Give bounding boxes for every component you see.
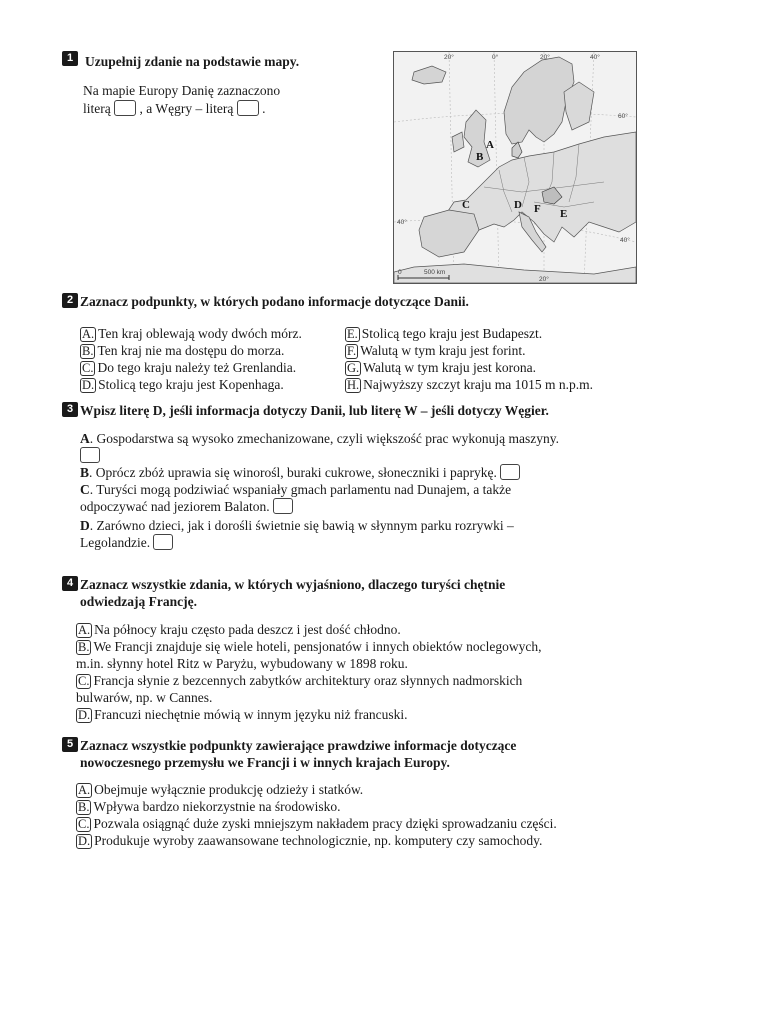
option-text: Produkuje wyroby zaawansowane technologicznie, np. komputery czy samochody. bbox=[94, 833, 543, 848]
europe-map-svg bbox=[394, 52, 636, 283]
option-text: Ten kraj oblewają wody dwóch mórz. bbox=[98, 326, 302, 341]
option-text: Stolicą tego kraju jest Kopenhaga. bbox=[98, 377, 284, 392]
answer-box-denmark[interactable] bbox=[114, 100, 136, 116]
map-letter-d: D bbox=[514, 199, 522, 211]
answer-box-3a[interactable] bbox=[80, 447, 100, 463]
question-1-text-part: . bbox=[262, 101, 266, 116]
option-text: Francja słynie z bezcennych zabytków architektury oraz słynnych nadmorskich bbox=[93, 673, 523, 688]
answer-box-3a-wrap bbox=[80, 447, 100, 465]
map-letter-c: C bbox=[462, 199, 470, 211]
answer-box-3b[interactable] bbox=[500, 464, 520, 480]
question-5-title: Zaznacz wszystkie podpunkty zawierające prawdziwe informacje dotyczące bbox=[80, 738, 517, 753]
option-text: We Francji znajduje się wiele hoteli, pensjonatów i innych obiektów noclegowych, bbox=[93, 639, 542, 654]
answer-box-hungary[interactable] bbox=[237, 100, 259, 116]
statement-3d bbox=[80, 517, 514, 534]
option-4c-cont: bulwarów, np. w Cannes. bbox=[76, 690, 213, 705]
map-degree-label: 60° bbox=[618, 113, 628, 120]
question-number-badge: 3 bbox=[62, 402, 78, 417]
option-text: Walutą w tym kraju jest forint. bbox=[360, 343, 526, 358]
map-scale-start: 0 bbox=[398, 269, 402, 276]
option-4b[interactable] bbox=[76, 638, 542, 655]
map-degree-label: 20° bbox=[539, 276, 549, 283]
option-letter: A. bbox=[78, 783, 91, 797]
question-2-title: Zaznacz podpunkty, w których podano informacje dotyczące Danii. bbox=[80, 294, 469, 309]
question-3-title: Wpisz literę D, jeśli informacja dotyczy Danii, lub literę W – jeśli dotyczy Węgier. bbox=[80, 403, 549, 418]
question-number-badge: 5 bbox=[62, 737, 78, 752]
question-number-badge: 1 bbox=[62, 51, 78, 66]
statement-3a bbox=[80, 430, 559, 447]
option-text: Obejmuje wyłącznie produkcję odzieży i statków. bbox=[94, 782, 364, 797]
map-degree-label: 40° bbox=[397, 219, 407, 226]
option-5b[interactable] bbox=[76, 798, 341, 815]
option-text: Walutą w tym kraju jest korona. bbox=[363, 360, 537, 375]
question-1-text-part: , a Węgry – literą bbox=[139, 101, 234, 116]
question-1-title: Uzupełnij zdanie na podstawie mapy. bbox=[85, 54, 300, 69]
option-2g[interactable] bbox=[345, 359, 536, 376]
statement-text: odpoczywać nad jeziorem Balaton. bbox=[80, 499, 270, 514]
map-degree-label: 20° bbox=[444, 54, 454, 61]
option-letter: A. bbox=[78, 623, 91, 637]
option-letter: G. bbox=[347, 361, 360, 375]
statement-letter: A bbox=[80, 431, 90, 446]
map-letter-f: F bbox=[534, 203, 541, 215]
map-letter-b: B bbox=[476, 151, 484, 163]
question-4-title: Zaznacz wszystkie zdania, w których wyjaśniono, dlaczego turyści chętnie bbox=[80, 577, 506, 592]
option-letter: C. bbox=[82, 361, 94, 375]
option-letter: B. bbox=[78, 640, 90, 654]
question-number-badge: 2 bbox=[62, 293, 78, 308]
option-4d[interactable] bbox=[76, 706, 408, 723]
statement-3b bbox=[80, 464, 520, 481]
option-letter: B. bbox=[78, 800, 90, 814]
option-text: Wpływa bardzo niekorzystnie na środowisko. bbox=[93, 799, 341, 814]
option-letter: A. bbox=[82, 327, 95, 341]
question-1-text-line2 bbox=[83, 100, 265, 117]
map-letter-a: A bbox=[486, 139, 494, 151]
option-letter: D. bbox=[78, 708, 91, 722]
option-text: Na północy kraju często pada deszcz i jest dość chłodno. bbox=[94, 622, 401, 637]
option-2f[interactable] bbox=[345, 342, 525, 359]
option-text: Stolicą tego kraju jest Budapeszt. bbox=[361, 326, 543, 341]
option-letter: E. bbox=[347, 327, 358, 341]
option-5d[interactable] bbox=[76, 832, 542, 849]
option-letter: B. bbox=[82, 344, 94, 358]
option-letter: D. bbox=[82, 378, 95, 392]
statement-text: . Zarówno dzieci, jak i dorośli świetnie się bawią w słynnym parku rozrywki – bbox=[89, 518, 514, 533]
option-5c[interactable] bbox=[76, 815, 557, 832]
option-4c[interactable] bbox=[76, 672, 522, 689]
statement-text: . Turyści mogą podziwiać wspaniały gmach parlamentu nad Dunajem, a także bbox=[89, 482, 512, 497]
question-1-text-part: literą bbox=[83, 101, 111, 116]
option-2a[interactable] bbox=[80, 325, 302, 342]
option-2e[interactable] bbox=[345, 325, 542, 342]
statement-3d-cont bbox=[80, 534, 173, 551]
option-2h[interactable] bbox=[345, 376, 593, 393]
question-4-title-cont: odwiedzają Francję. bbox=[80, 594, 197, 609]
map-degree-label: 20° bbox=[540, 54, 550, 61]
statement-letter: B bbox=[80, 465, 90, 480]
statement-text: Legolandzie. bbox=[80, 535, 151, 550]
statement-3c-cont bbox=[80, 498, 293, 515]
option-letter: C. bbox=[78, 817, 90, 831]
statement-letter: D bbox=[80, 518, 90, 533]
statement-3c bbox=[80, 481, 511, 498]
option-4a[interactable] bbox=[76, 621, 401, 638]
map-degree-label: 40° bbox=[620, 237, 630, 244]
option-letter: C. bbox=[78, 674, 90, 688]
option-text: Najwyższy szczyt kraju ma 1015 m n.p.m. bbox=[363, 377, 593, 392]
option-2b[interactable] bbox=[80, 342, 284, 359]
question-number-badge: 4 bbox=[62, 576, 78, 591]
option-text: Francuzi niechętnie mówią w innym języku niż francuski. bbox=[94, 707, 408, 722]
option-5a[interactable] bbox=[76, 781, 363, 798]
question-1-text-line1: Na mapie Europy Danię zaznaczono bbox=[83, 83, 281, 98]
answer-box-3d[interactable] bbox=[153, 534, 173, 550]
option-2d[interactable] bbox=[80, 376, 284, 393]
map-degree-label: 40° bbox=[590, 54, 600, 61]
map-degree-label: 0° bbox=[492, 54, 499, 61]
statement-text: . Oprócz zbóż uprawia się winorośl, buraki cukrowe, słoneczniki i paprykę. bbox=[89, 465, 497, 480]
option-text: Pozwala osiągnąć duże zyski mniejszym nakładem pracy dzięki sprowadzaniu części. bbox=[93, 816, 557, 831]
option-letter: H. bbox=[347, 378, 360, 392]
option-letter: F. bbox=[347, 344, 357, 358]
option-text: Do tego kraju należy też Grenlandia. bbox=[97, 360, 297, 375]
question-5-title-cont: nowoczesnego przemysłu we Francji i w innych krajach Europy. bbox=[80, 755, 450, 770]
statement-text: . Gospodarstwa są wysoko zmechanizowane, czyli większość prac wykonują maszyny. bbox=[89, 431, 559, 446]
option-text: Ten kraj nie ma dostępu do morza. bbox=[97, 343, 285, 358]
option-4b-cont: m.in. słynny hotel Ritz w Paryżu, wybudowany w 1898 roku. bbox=[76, 656, 408, 671]
statement-letter: C bbox=[80, 482, 90, 497]
option-letter: D. bbox=[78, 834, 91, 848]
europe-map bbox=[393, 51, 637, 284]
map-scale-label: 500 km bbox=[424, 269, 446, 276]
answer-box-3c[interactable] bbox=[273, 498, 293, 514]
option-2c[interactable] bbox=[80, 359, 296, 376]
map-letter-e: E bbox=[560, 208, 568, 220]
